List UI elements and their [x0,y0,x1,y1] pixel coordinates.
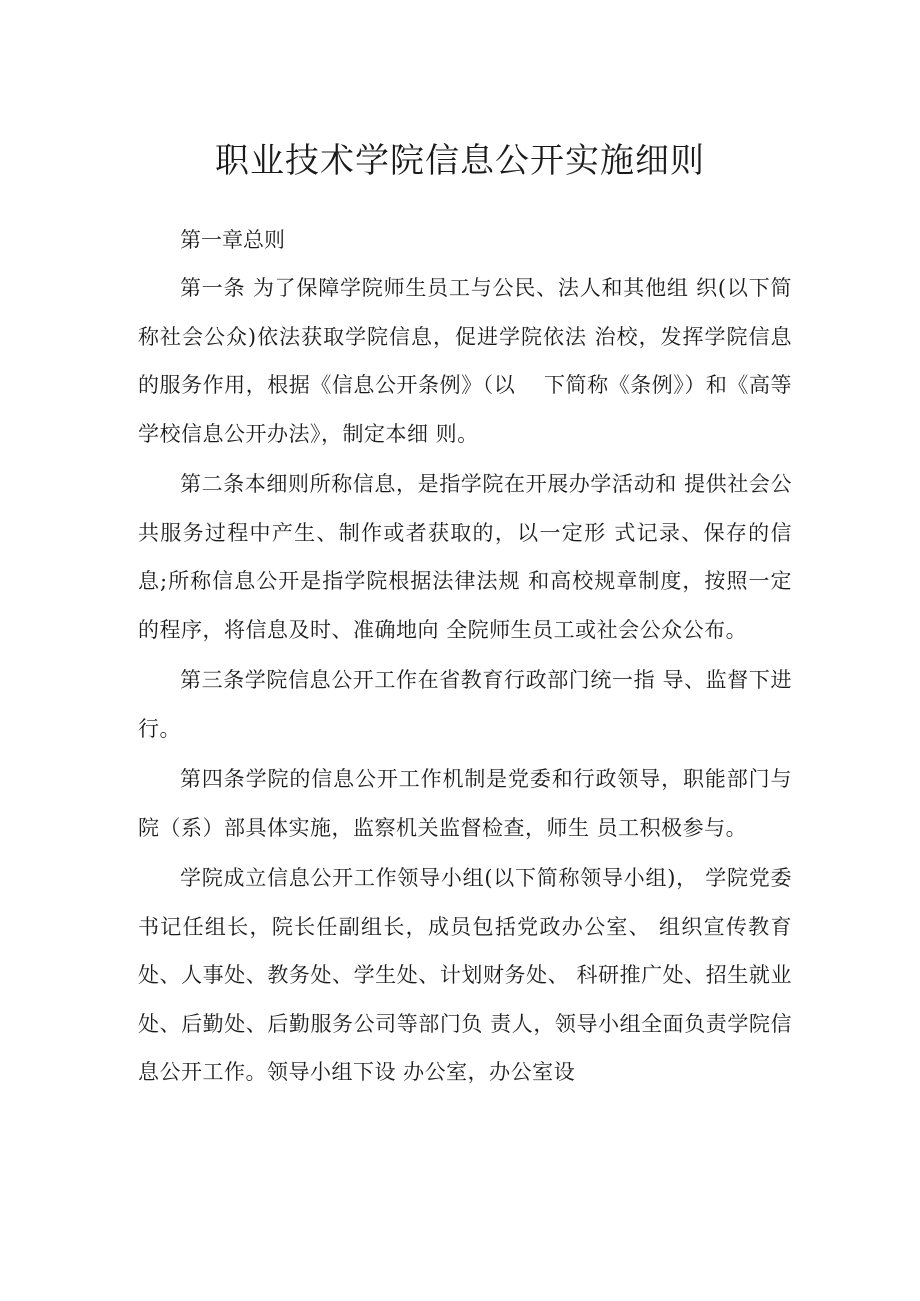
paragraph-article-4: 第四条学院的信息公开工作机制是党委和行政领导，职能部门与院（系）部具体实施，监察机关监督检查，师生 员工积极参与。 [138,767,792,840]
chapter-heading: 第一章总则 [180,228,285,252]
paragraph-article-2: 第二条本细则所称信息，是指学院在开展办学活动和 提供社会公共服务过程中产生、制作或者获取的，以一定形 式记录、保存的信息;所称信息公开是指学院根据法律法规 和高校规章制度，按照一定的程序，将信息及时、准确地向 全院师生员工或社会公众公布。 [138,472,792,642]
document-title: 职业技术学院信息公开实施细则 [215,141,705,181]
document-body [138,220,792,1097]
paragraph-article-3: 第三条学院信息公开工作在省教育行政部门统一指 导、监督下进行。 [138,668,792,741]
paragraph-leading-group: 学院成立信息公开工作领导小组(以下简称领导小组)， 学院党委书记任组长，院长任副组长，成员包括党政办公室、 组织宣传教育处、人事处、教务处、学生处、计划财务处、 科研推广处、招生就业处、后勤处、后勤服务公司等部门负 责人，领导小组全面负责学院信息公开工作。领导小组下设 办公室，办公室设 [138,866,792,1084]
paragraph-article-1: 第一条 为了保障学院师生员工与公民、法人和其他组 织(以下简称社会公众)依法获取学院信息，促进学院依法 治校，发挥学院信息的服务作用，根据《信息公开条例》（以 下简称《条例》）和《高等学校信息公开办法》，制定本细 则。 [138,276,792,446]
